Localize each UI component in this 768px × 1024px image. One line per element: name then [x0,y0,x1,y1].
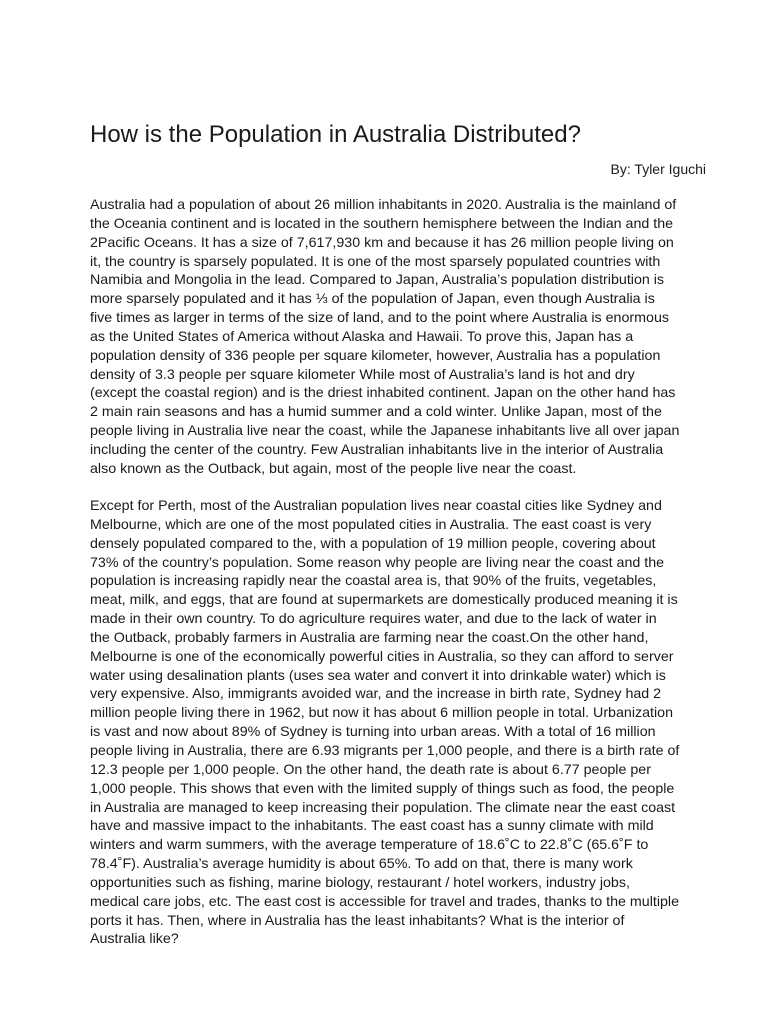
document-title: How is the Population in Australia Distributed? [90,121,581,148]
body-paragraph-1: Australia had a population of about 26 million inhabitants in 2020. Australia is the mainland of the Oceania continent and is located in the southern hemisphere between the Indian and the 2Pacific Oceans. It has a size of 7,617,930 km and because it has 26 million people living on it, the country is sparsely populated. It is one of the most sparsely populated countries with Namibia and Mongolia in the lead. Compared to Japan, Australia’s population distribution is more sparsely populated and it has ⅓ of the population of Japan, even though Australia is five times as larger in terms of the size of land, and to the point where Australia is enormous as the United States of America without Alaska and Hawaii. To prove this, Japan has a population density of 336 people per square kilometer, however, Australia has a population density of 3.3 people per square kilometer While most of Australia’s land is hot and dry (except the coastal region) and is the driest inhabited continent. Japan on the other hand has 2 main rain seasons and has a humid summer and a cold winter. Unlike Japan, most of the people living in Australia live near the coast, while the Japanese inhabitants live all over japan including the center of the country. Few Australian inhabitants live in the interior of Australia also known as the Outback, but again, most of the people live near the coast. [90,197,680,477]
author-byline: By: Tyler Iguchi [610,161,706,177]
body-paragraph-2: Except for Perth, most of the Australian population lives near coastal cities like Sydney and Melbourne, which are one of the most populated cities in Australia. The east coast is very densely populated compared to the, with a population of 19 million people, covering about 73% of the country’s population. Some reason why people are living near the coast and the population is increasing rapidly near the coastal area is, that 90% of the fruits, vegetables, meat, milk, and eggs, that are found at supermarkets are domestically produced meaning it is made in their own country. To do agriculture requires water, and due to the lack of water in the Outback, probably farmers in Australia are farming near the coast.On the other hand, Melbourne is one of the economically powerful cities in Australia, so they can afford to server water using desalination plants (uses sea water and convert it into drinkable water) which is very expensive. Also, immigrants avoided war, and the increase in birth rate, Sydney had 2 million people living there in 1962, but now it has about 6 million people in total. Urbanization is vast and now about 89% of Sydney is turning into urban areas. With a total of 16 million people living in Australia, there are 6.93 migrants per 1,000 people, and there is a birth rate of 12.3 people per 1,000 people. On the other hand, the death rate is about 6.77 people per 1,000 people. This shows that even with the limited supply of things such as food, the people in Australia are managed to keep increasing their population. The climate near the east coast have and massive impact to the inhabitants. The east coast has a sunny climate with mild winters and warm summers, with the average temperature of 18.6˚C to 22.8˚C (65.6˚F to 78.4˚F). Australia’s average humidity is about 65%. To add on that, there is many work opportunities such as fishing, marine biology, restaurant / hotel workers, industry jobs, medical care jobs, etc. The east cost is accessible for travel and trades, thanks to the multiple ports it has. Then, where in Australia has the least inhabitants? What is the interior of Australia like? [90,498,680,948]
